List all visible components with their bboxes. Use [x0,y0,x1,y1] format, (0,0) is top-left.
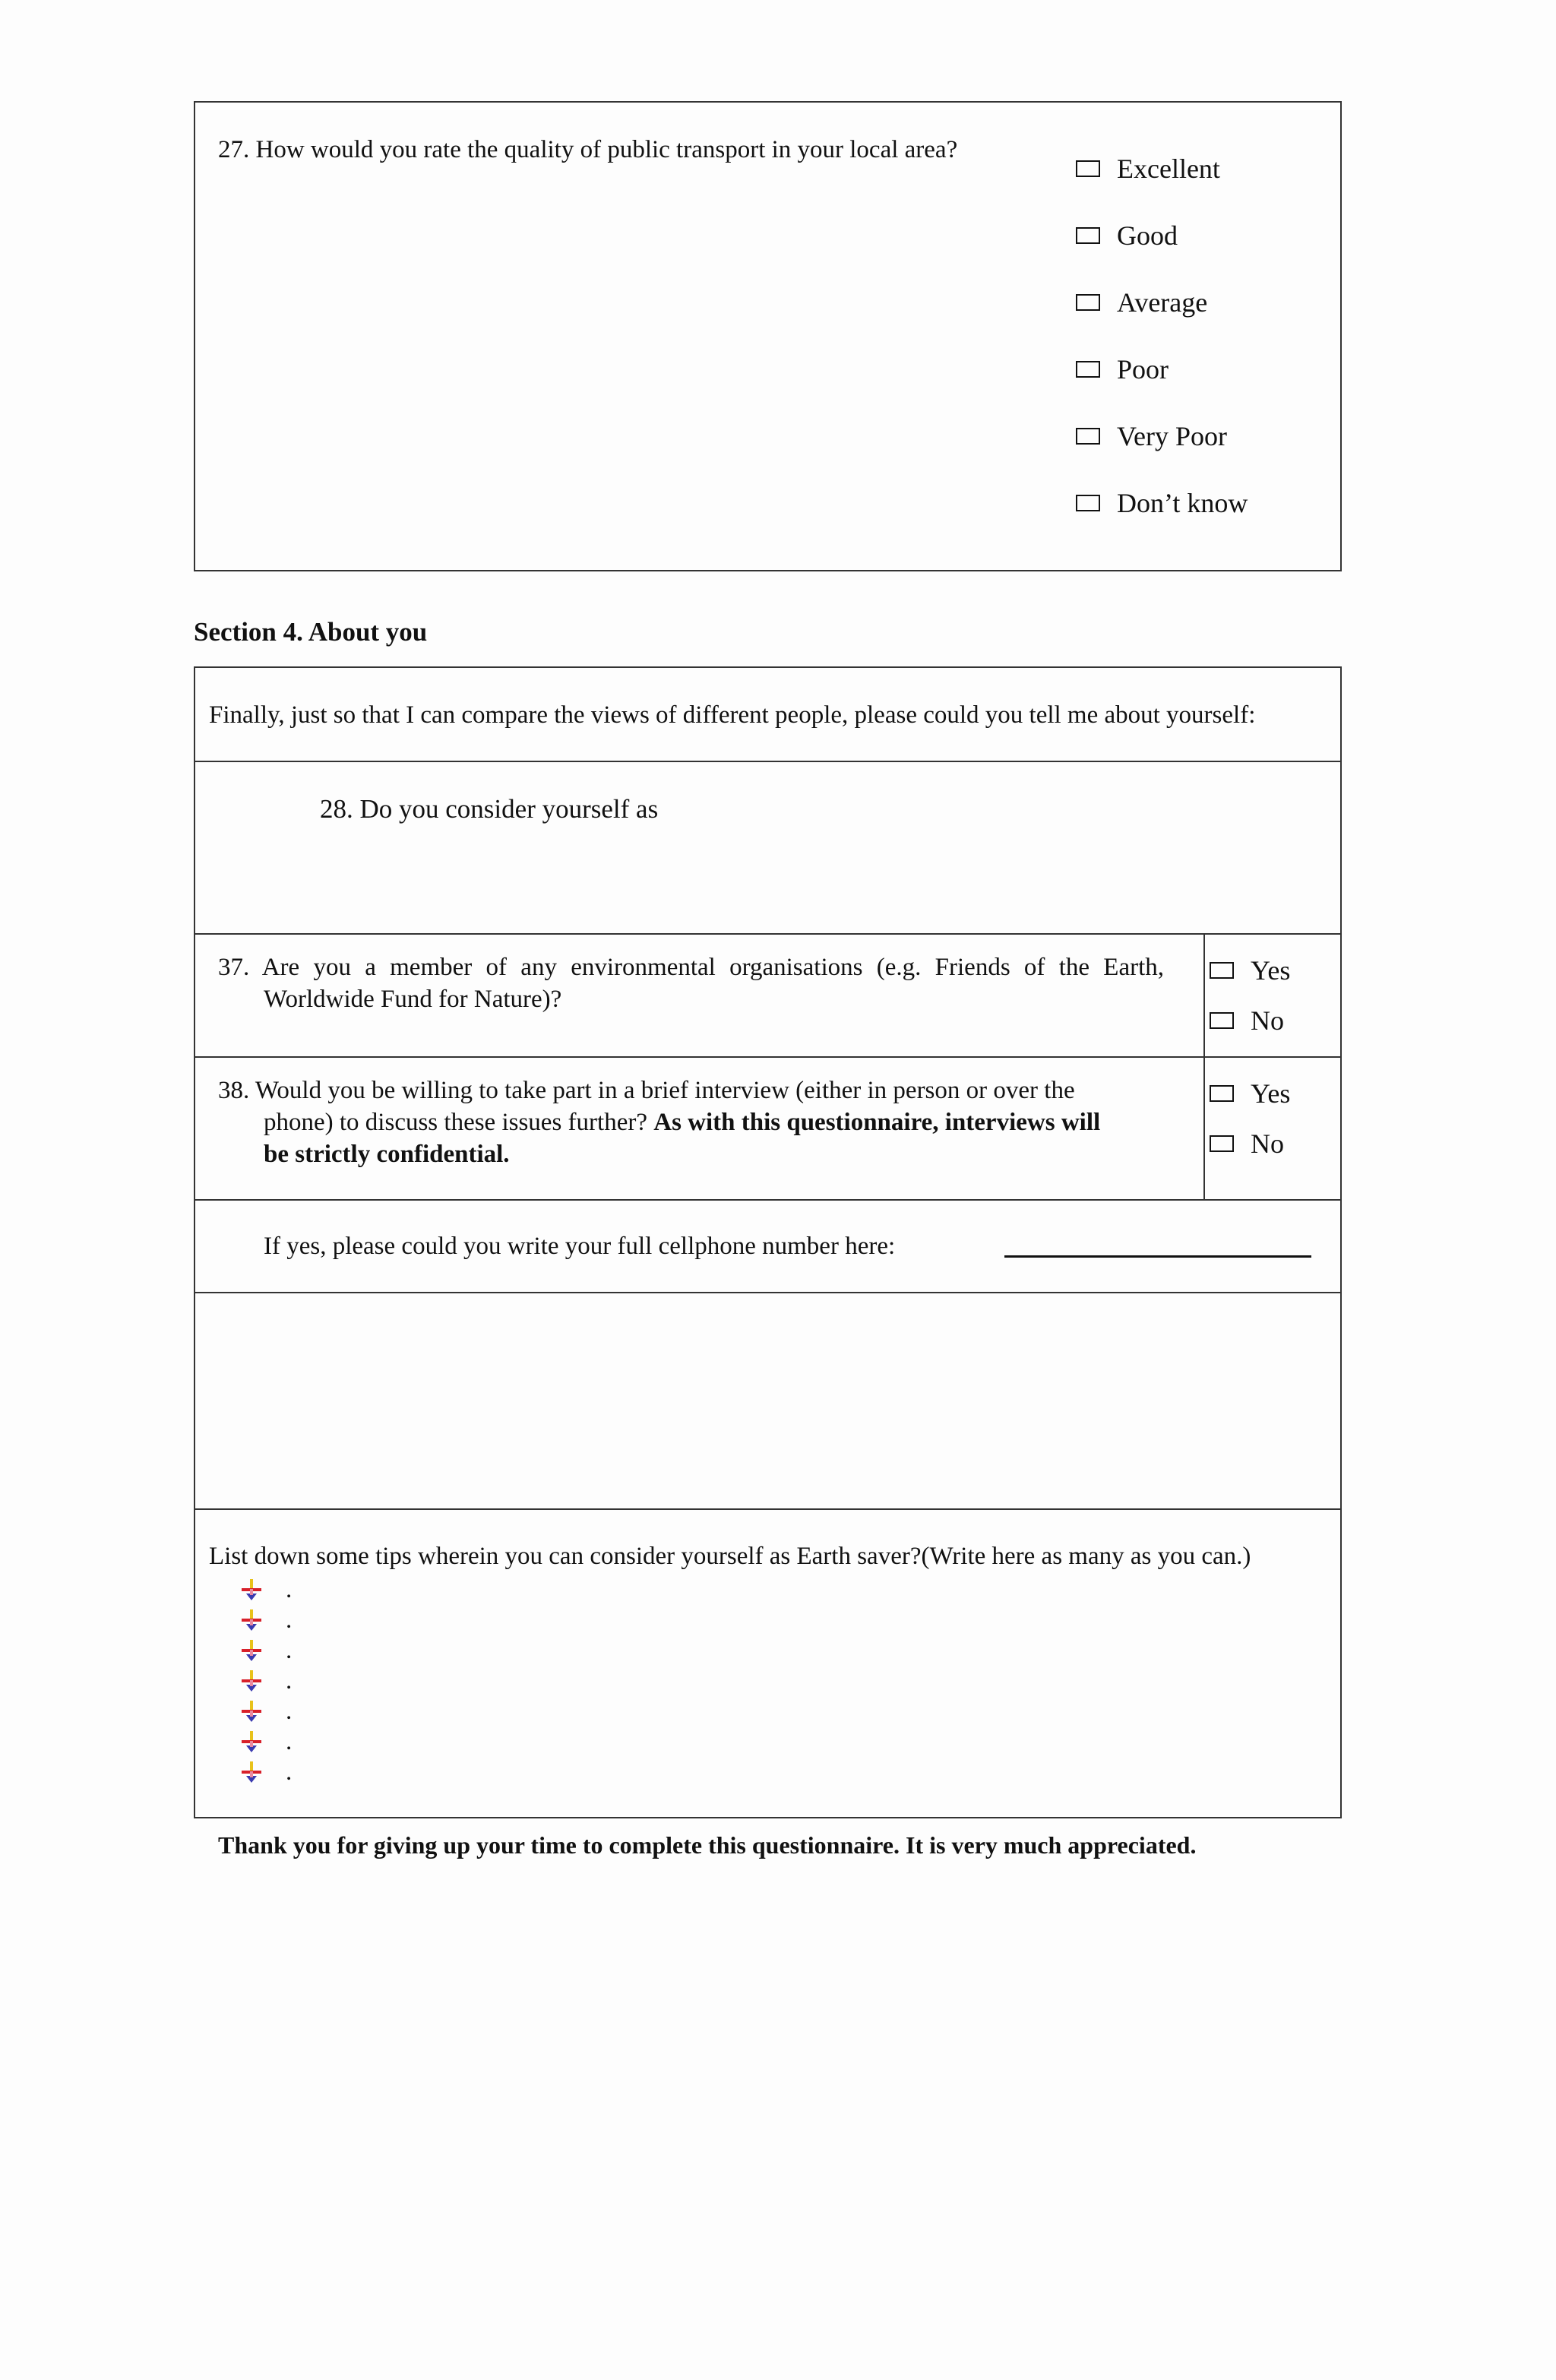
arrow-bullet-icon [240,1609,263,1632]
column-divider [1203,933,1205,1201]
option-no[interactable] [1210,995,1290,1046]
checkbox[interactable] [1076,294,1100,311]
checkbox[interactable] [1210,1085,1234,1102]
checkbox[interactable] [1076,227,1100,244]
row-divider [194,933,1342,935]
tips-bullet-item [240,1726,292,1757]
checkbox[interactable] [1076,495,1100,511]
tips-bullet-item [240,1635,292,1666]
section-heading: Section 4. About you [194,617,428,647]
q38-line1: 38. Would you be willing to take part in a brief interview (either in person or over the [218,1077,1075,1104]
checkbox[interactable] [1076,428,1100,445]
option-very-poor[interactable] [1076,403,1248,470]
tips-bullet-list [240,1575,292,1787]
option-label: Poor [1117,354,1169,385]
tips-bullet-item [240,1575,292,1605]
tips-bullet-text: . [286,1636,293,1664]
option-excellent[interactable] [1076,135,1248,202]
arrow-bullet-icon [240,1639,263,1662]
closing-note: Thank you for giving up your time to complete this questionnaire. It is very much appreciated. [218,1831,1197,1859]
tips-bullet-text: . [286,1727,293,1755]
tips-bullet-item [240,1605,292,1635]
row-divider [194,1199,1342,1201]
tips-bullet-item [240,1696,292,1726]
option-label: No [1251,1005,1284,1036]
tips-bullet-item [240,1666,292,1696]
checkbox[interactable] [1210,1012,1234,1029]
arrow-bullet-icon [240,1669,263,1692]
option-label: No [1251,1128,1284,1159]
option-yes[interactable] [1210,945,1290,995]
tips-bullet-text: . [286,1697,293,1725]
tips-bullet-text: . [286,1606,293,1634]
q38-line2-plain: phone) to discuss these issues further? [264,1109,654,1136]
option-no[interactable] [1210,1119,1290,1169]
tips-bullet-item [240,1757,292,1787]
checkbox[interactable] [1210,962,1234,979]
option-yes[interactable] [1210,1068,1290,1119]
q27-question: 27. How would you rate the quality of public transport in your local area? [218,136,958,163]
q37-line2: Worldwide Fund for Nature)? [264,986,562,1013]
tips-bullet-text: . [286,1575,293,1603]
q28-question: 28. Do you consider yourself as [320,794,659,824]
q38-question [218,1074,1175,1170]
row-divider [194,1056,1342,1058]
q38-line2 [218,1106,1175,1138]
arrow-bullet-icon [240,1730,263,1753]
row-divider [194,761,1342,762]
section4-intro: Finally, just so that I can compare the views of different people, please could you tell me about yourself: [209,701,1256,729]
tips-prompt: List down some tips wherein you can consider yourself as Earth saver?(Write here as many as you can.) [209,1543,1251,1570]
checkbox[interactable] [1210,1135,1234,1152]
option-poor[interactable] [1076,336,1248,403]
q37-question [218,951,1164,1015]
option-label: Very Poor [1117,421,1227,451]
q38-line3: be strictly confidential. [264,1141,510,1168]
q38-line2-bold: As with this questionnaire, interviews will [653,1109,1101,1136]
arrow-bullet-icon [240,1700,263,1723]
q27-options [1076,135,1248,536]
option-label: Good [1117,220,1178,251]
checkbox[interactable] [1076,160,1100,177]
tips-bullet-text: . [286,1758,293,1786]
row-divider [194,1292,1342,1293]
option-label: Yes [1251,955,1291,986]
option-good[interactable] [1076,202,1248,269]
row-divider [194,1508,1342,1510]
q38-options [1210,1068,1290,1169]
arrow-bullet-icon [240,1578,263,1601]
option-label: Don’t know [1117,488,1248,518]
tips-bullet-text: . [286,1666,293,1695]
option-average[interactable] [1076,269,1248,336]
q37-options [1210,945,1290,1046]
q37-line1: 37. Are you a member of any environmental organisations (e.g. Friends of the Earth, [218,954,1164,981]
arrow-bullet-icon [240,1761,263,1783]
option-label: Excellent [1117,153,1220,184]
checkbox[interactable] [1076,361,1100,378]
cellphone-input-line[interactable] [1004,1255,1311,1258]
option-label: Average [1117,287,1208,318]
option-label: Yes [1251,1078,1291,1109]
option-dont-know[interactable] [1076,470,1248,536]
cellphone-prompt: If yes, please could you write your full cellphone number here: [264,1233,896,1260]
